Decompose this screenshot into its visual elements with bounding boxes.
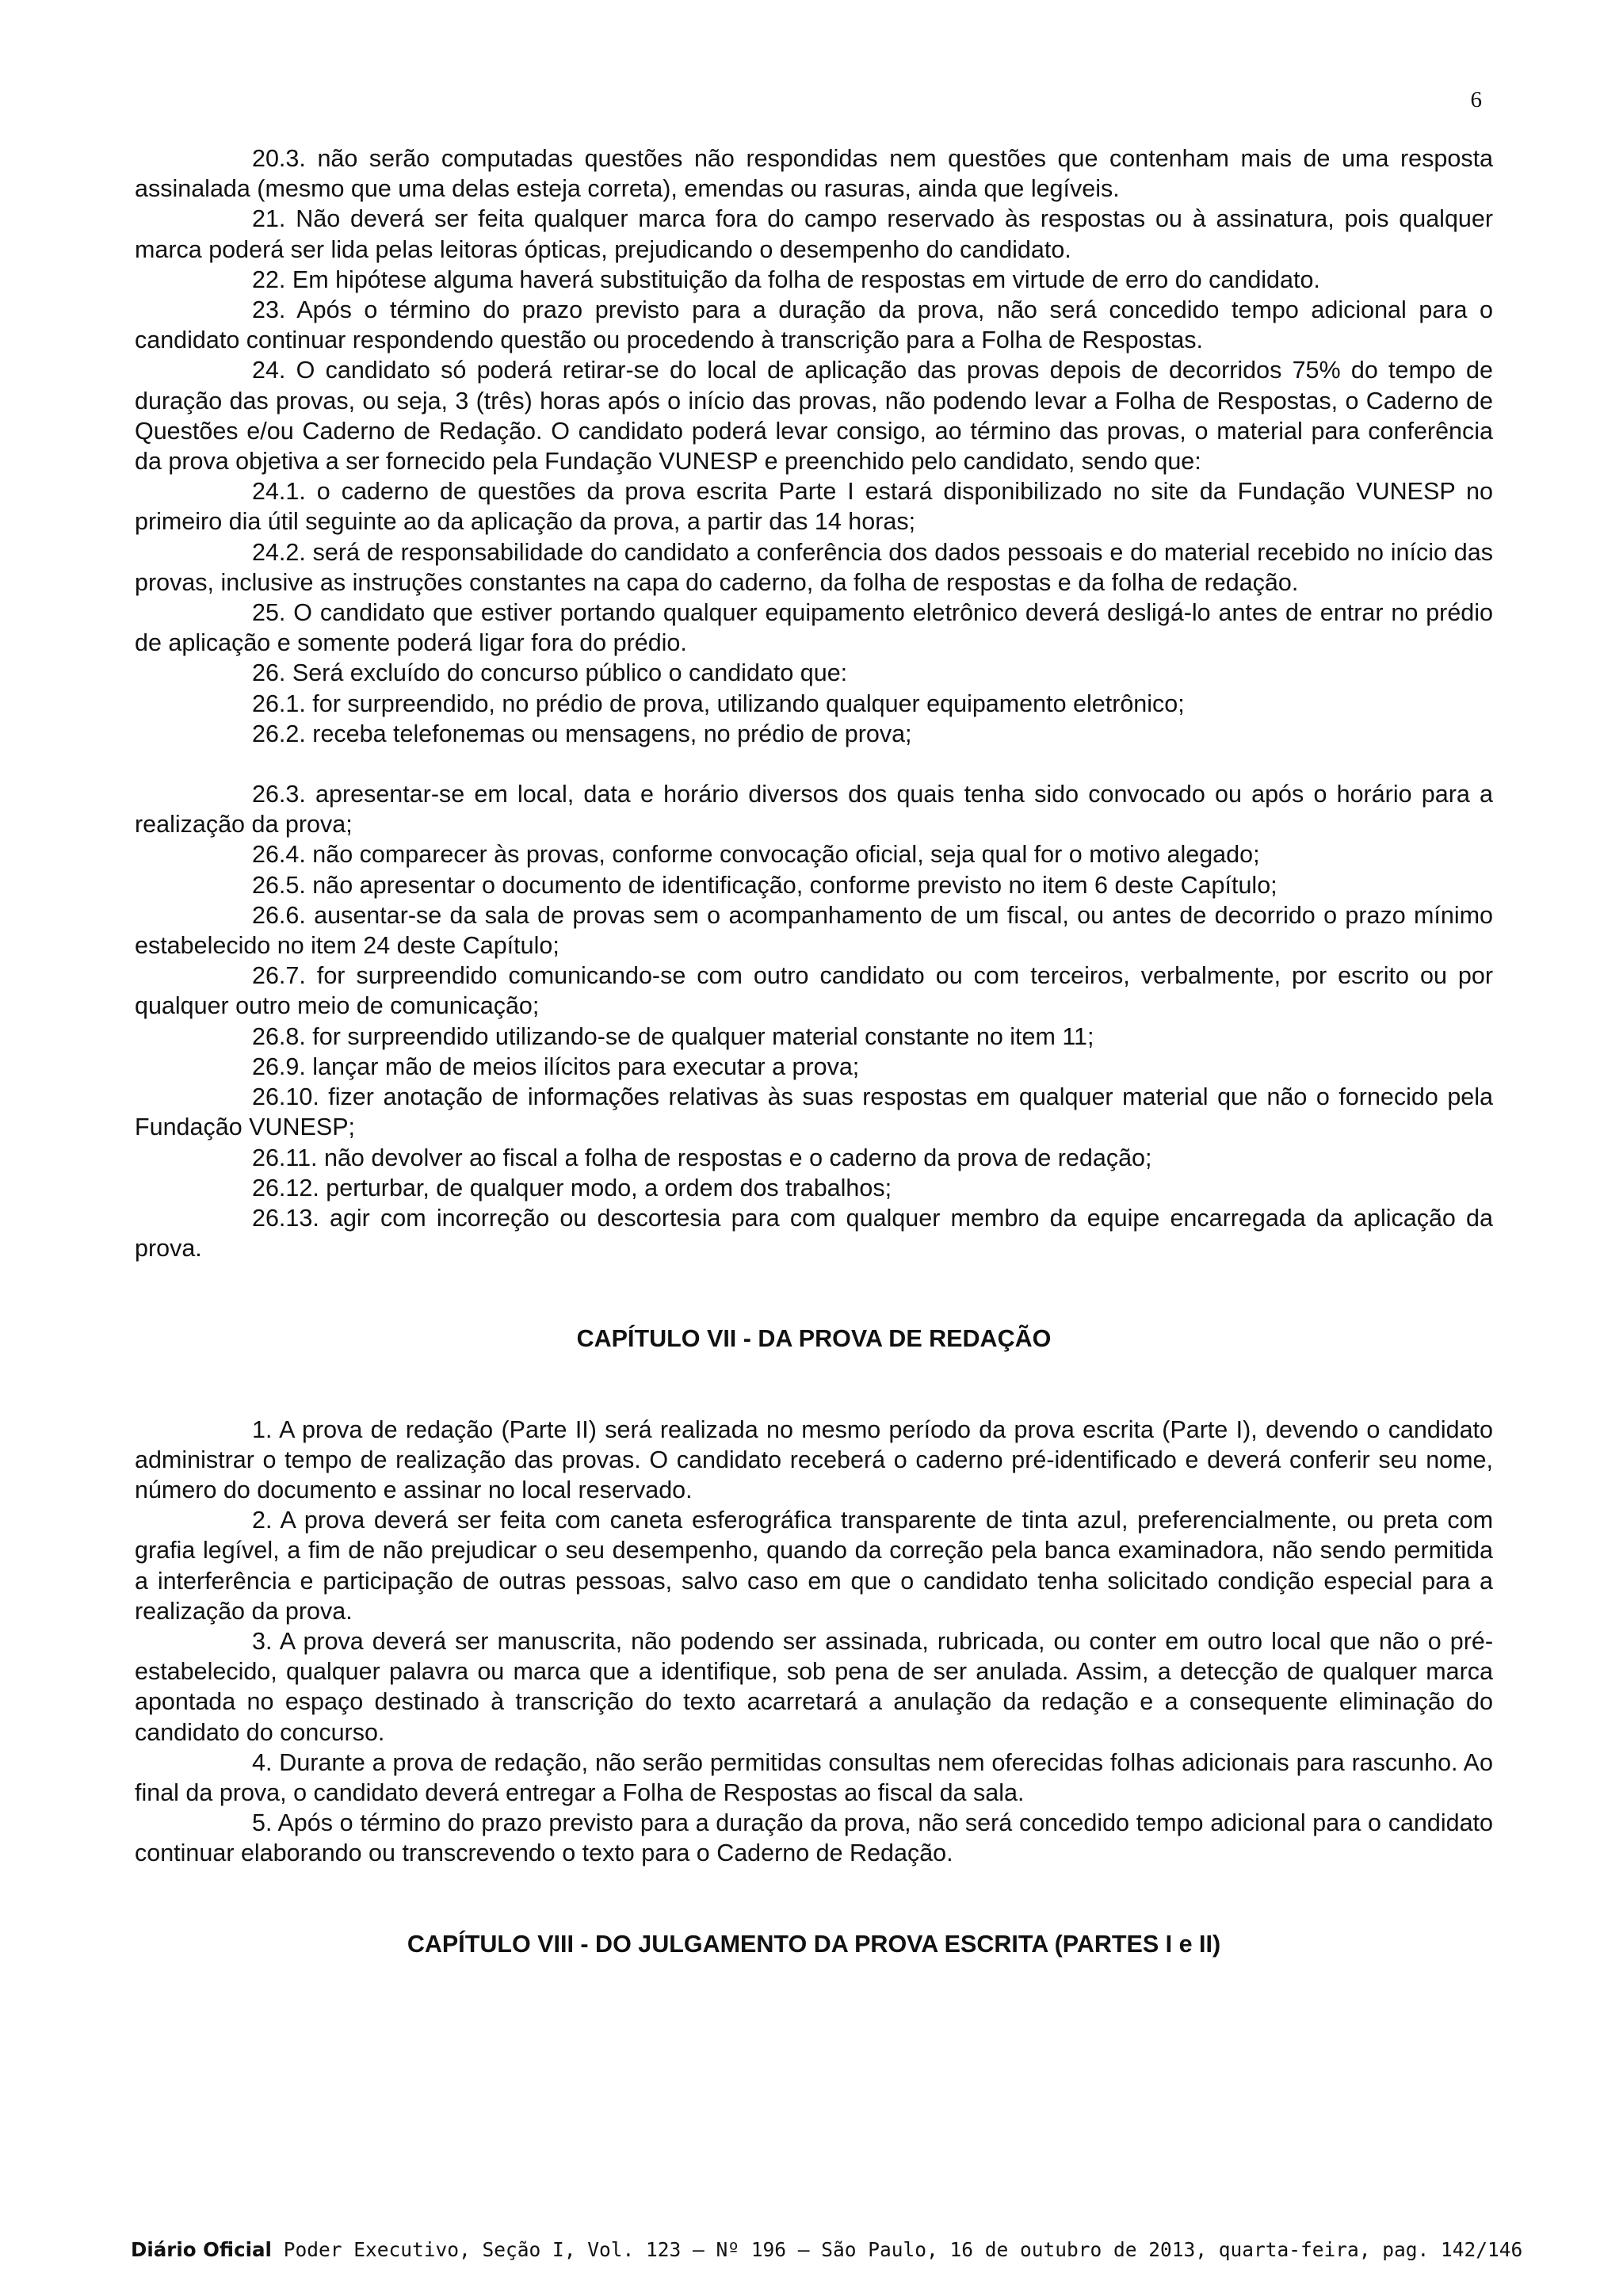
paragraph-26-7: 26.7. for surpreendido comunicando-se com outro candidato ou com terceiros, verbalmente, por escrito ou por qualquer outro meio de comunicação; bbox=[135, 962, 1493, 1020]
paragraph-26: 26. Será excluído do concurso público o candidato que: bbox=[252, 659, 848, 687]
paragraph-26-10: 26.10. fizer anotação de informações relativas às suas respostas em qualquer material que não o fornecido pela Fundação VUNESP; bbox=[135, 1083, 1493, 1141]
paragraph-26-2: 26.2. receba telefonemas ou mensagens, no prédio de prova; bbox=[252, 720, 912, 747]
footer-text: Poder Executivo, Seção I, Vol. 123 – Nº 196 – São Paulo, 16 de outubro de 2013, quarta-feira, pag. 142/146 bbox=[283, 2238, 1523, 2261]
paragraph-24-2: 24.2. será de responsabilidade do candidato a conferência dos dados pessoais e do material recebido no início das provas, inclusive as instruções constantes na capa do caderno, da folha de respostas e da folha de redação. bbox=[135, 538, 1493, 596]
paragraph-26-1: 26.1. for surpreendido, no prédio de prova, utilizando qualquer equipamento eletrônico; bbox=[252, 690, 1185, 717]
page-number: 6 bbox=[1470, 87, 1482, 113]
paragraph-26-4: 26.4. não comparecer às provas, conforme convocação oficial, seja qual for o motivo alegado; bbox=[252, 841, 1260, 869]
paragraph-26-9: 26.9. lançar mão de meios ilícitos para executar a prova; bbox=[252, 1052, 860, 1080]
chapter-7-title: CAPÍTULO VII - DA PROVA DE REDAÇÃO bbox=[576, 1325, 1052, 1353]
chapter-8-title: CAPÍTULO VIII - DO JULGAMENTO DA PROVA ESCRITA (PARTES I e II) bbox=[407, 1930, 1221, 1958]
chapter-7-paragraph-4: 4. Durante a prova de redação, não serão permitidas consultas nem oferecidas folhas adicionais para rascunho. Ao final da prova, o candidato deverá entregar a Folha de Respostas ao fiscal da sala. bbox=[135, 1748, 1493, 1806]
chapter-7-paragraph-1: 1. A prova de redação (Parte II) será realizada no mesmo período da prova escrita (Parte I), devendo o candidato administrar o tempo de realização das provas. O candidato receberá o caderno pré-identificado e deverá conferir seu nome, número do documento e assinar no local reservado. bbox=[135, 1415, 1493, 1503]
paragraph-26-11: 26.11. não devolver ao fiscal a folha de respostas e o caderno da prova de redação; bbox=[252, 1144, 1152, 1171]
chapter-7-paragraph-3: 3. A prova deverá ser manuscrita, não podendo ser assinada, rubricada, ou conter em outro local que não o pré-estabelecido, qualquer palavra ou marca que a identifique, sob pena de ser anulada. Assim, a detecção de qualquer marca apontada no espaço destinado à transcrição do texto acarretará a anulação da redação e a consequente eliminação do candidato do concurso. bbox=[135, 1627, 1493, 1746]
paragraph-21: 21. Não deverá ser feita qualquer marca fora do campo reservado às respostas ou à assinatura, pois qualquer marca poderá ser lida pelas leitoras ópticas, prejudicando o desempenho do candidato. bbox=[135, 205, 1493, 263]
document-body bbox=[135, 143, 1493, 1959]
paragraph-26-5: 26.5. não apresentar o documento de identificação, conforme previsto no item 6 deste Capítulo; bbox=[252, 871, 1277, 899]
chapter-7-paragraph-2: 2. A prova deverá ser feita com caneta esferográfica transparente de tinta azul, preferencialmente, ou preta com grafia legível, a fim de não prejudicar o seu desempenho, quando da correção pela banca examinadora, não sendo permitida a interferência e participação de outras pessoas, salvo caso em que o candidato tenha solicitado condição especial para a realização da prova. bbox=[135, 1507, 1493, 1625]
paragraph-26-12: 26.12. perturbar, de qualquer modo, a ordem dos trabalhos; bbox=[252, 1174, 892, 1201]
paragraph-24-1: 24.1. o caderno de questões da prova escrita Parte I estará disponibilizado no site da Fundação VUNESP no primeiro dia útil seguinte ao da aplicação da prova, a partir das 14 horas; bbox=[135, 478, 1493, 536]
page-footer bbox=[131, 2238, 1523, 2261]
paragraph-23: 23. Após o término do prazo previsto para a duração da prova, não será concedido tempo adicional para o candidato continuar respondendo questão ou procedendo à transcrição para a Folha de Respostas. bbox=[135, 296, 1493, 354]
paragraph-26-6: 26.6. ausentar-se da sala de provas sem o acompanhamento de um fiscal, ou antes de decorrido o prazo mínimo estabelecido no item 24 deste Capítulo; bbox=[135, 901, 1493, 960]
paragraph-25: 25. O candidato que estiver portando qualquer equipamento eletrônico deverá desligá-lo antes de entrar no prédio de aplicação e somente poderá ligar fora do prédio. bbox=[135, 599, 1493, 657]
chapter-7-paragraph-5: 5. Após o término do prazo previsto para a duração da prova, não será concedido tempo adicional para o candidato continuar elaborando ou transcrevendo o texto para o Caderno de Redação. bbox=[135, 1809, 1493, 1867]
paragraph-26-13: 26.13. agir com incorreção ou descortesia para com qualquer membro da equipe encarregada da aplicação da prova. bbox=[135, 1204, 1493, 1263]
paragraph-24: 24. O candidato só poderá retirar-se do local de aplicação das provas depois de decorridos 75% do tempo de duração das provas, ou seja, 3 (três) horas após o início das provas, não podendo levar a Folha de Respostas, o Caderno de Questões e/ou Caderno de Redação. O candidato poderá levar consigo, ao término das provas, o material para conferência da prova objetiva a ser fornecido pela Fundação VUNESP e preenchido pelo candidato, sendo que: bbox=[135, 357, 1493, 476]
paragraph-26-8: 26.8. for surpreendido utilizando-se de qualquer material constante no item 11; bbox=[252, 1022, 1094, 1050]
paragraph-26-3: 26.3. apresentar-se em local, data e horário diversos dos quais tenha sido convocado ou após o horário para a realização da prova; bbox=[135, 781, 1493, 839]
paragraph-22: 22. Em hipótese alguma haverá substituição da folha de respostas em virtude de erro do candidato. bbox=[252, 266, 1320, 293]
footer-brand: Diário Oficial bbox=[131, 2238, 272, 2261]
paragraph-20-3: 20.3. não serão computadas questões não respondidas nem questões que contenham mais de uma resposta assinalada (mesmo que uma delas esteja correta), emendas ou rasuras, ainda que legíveis. bbox=[135, 145, 1493, 203]
